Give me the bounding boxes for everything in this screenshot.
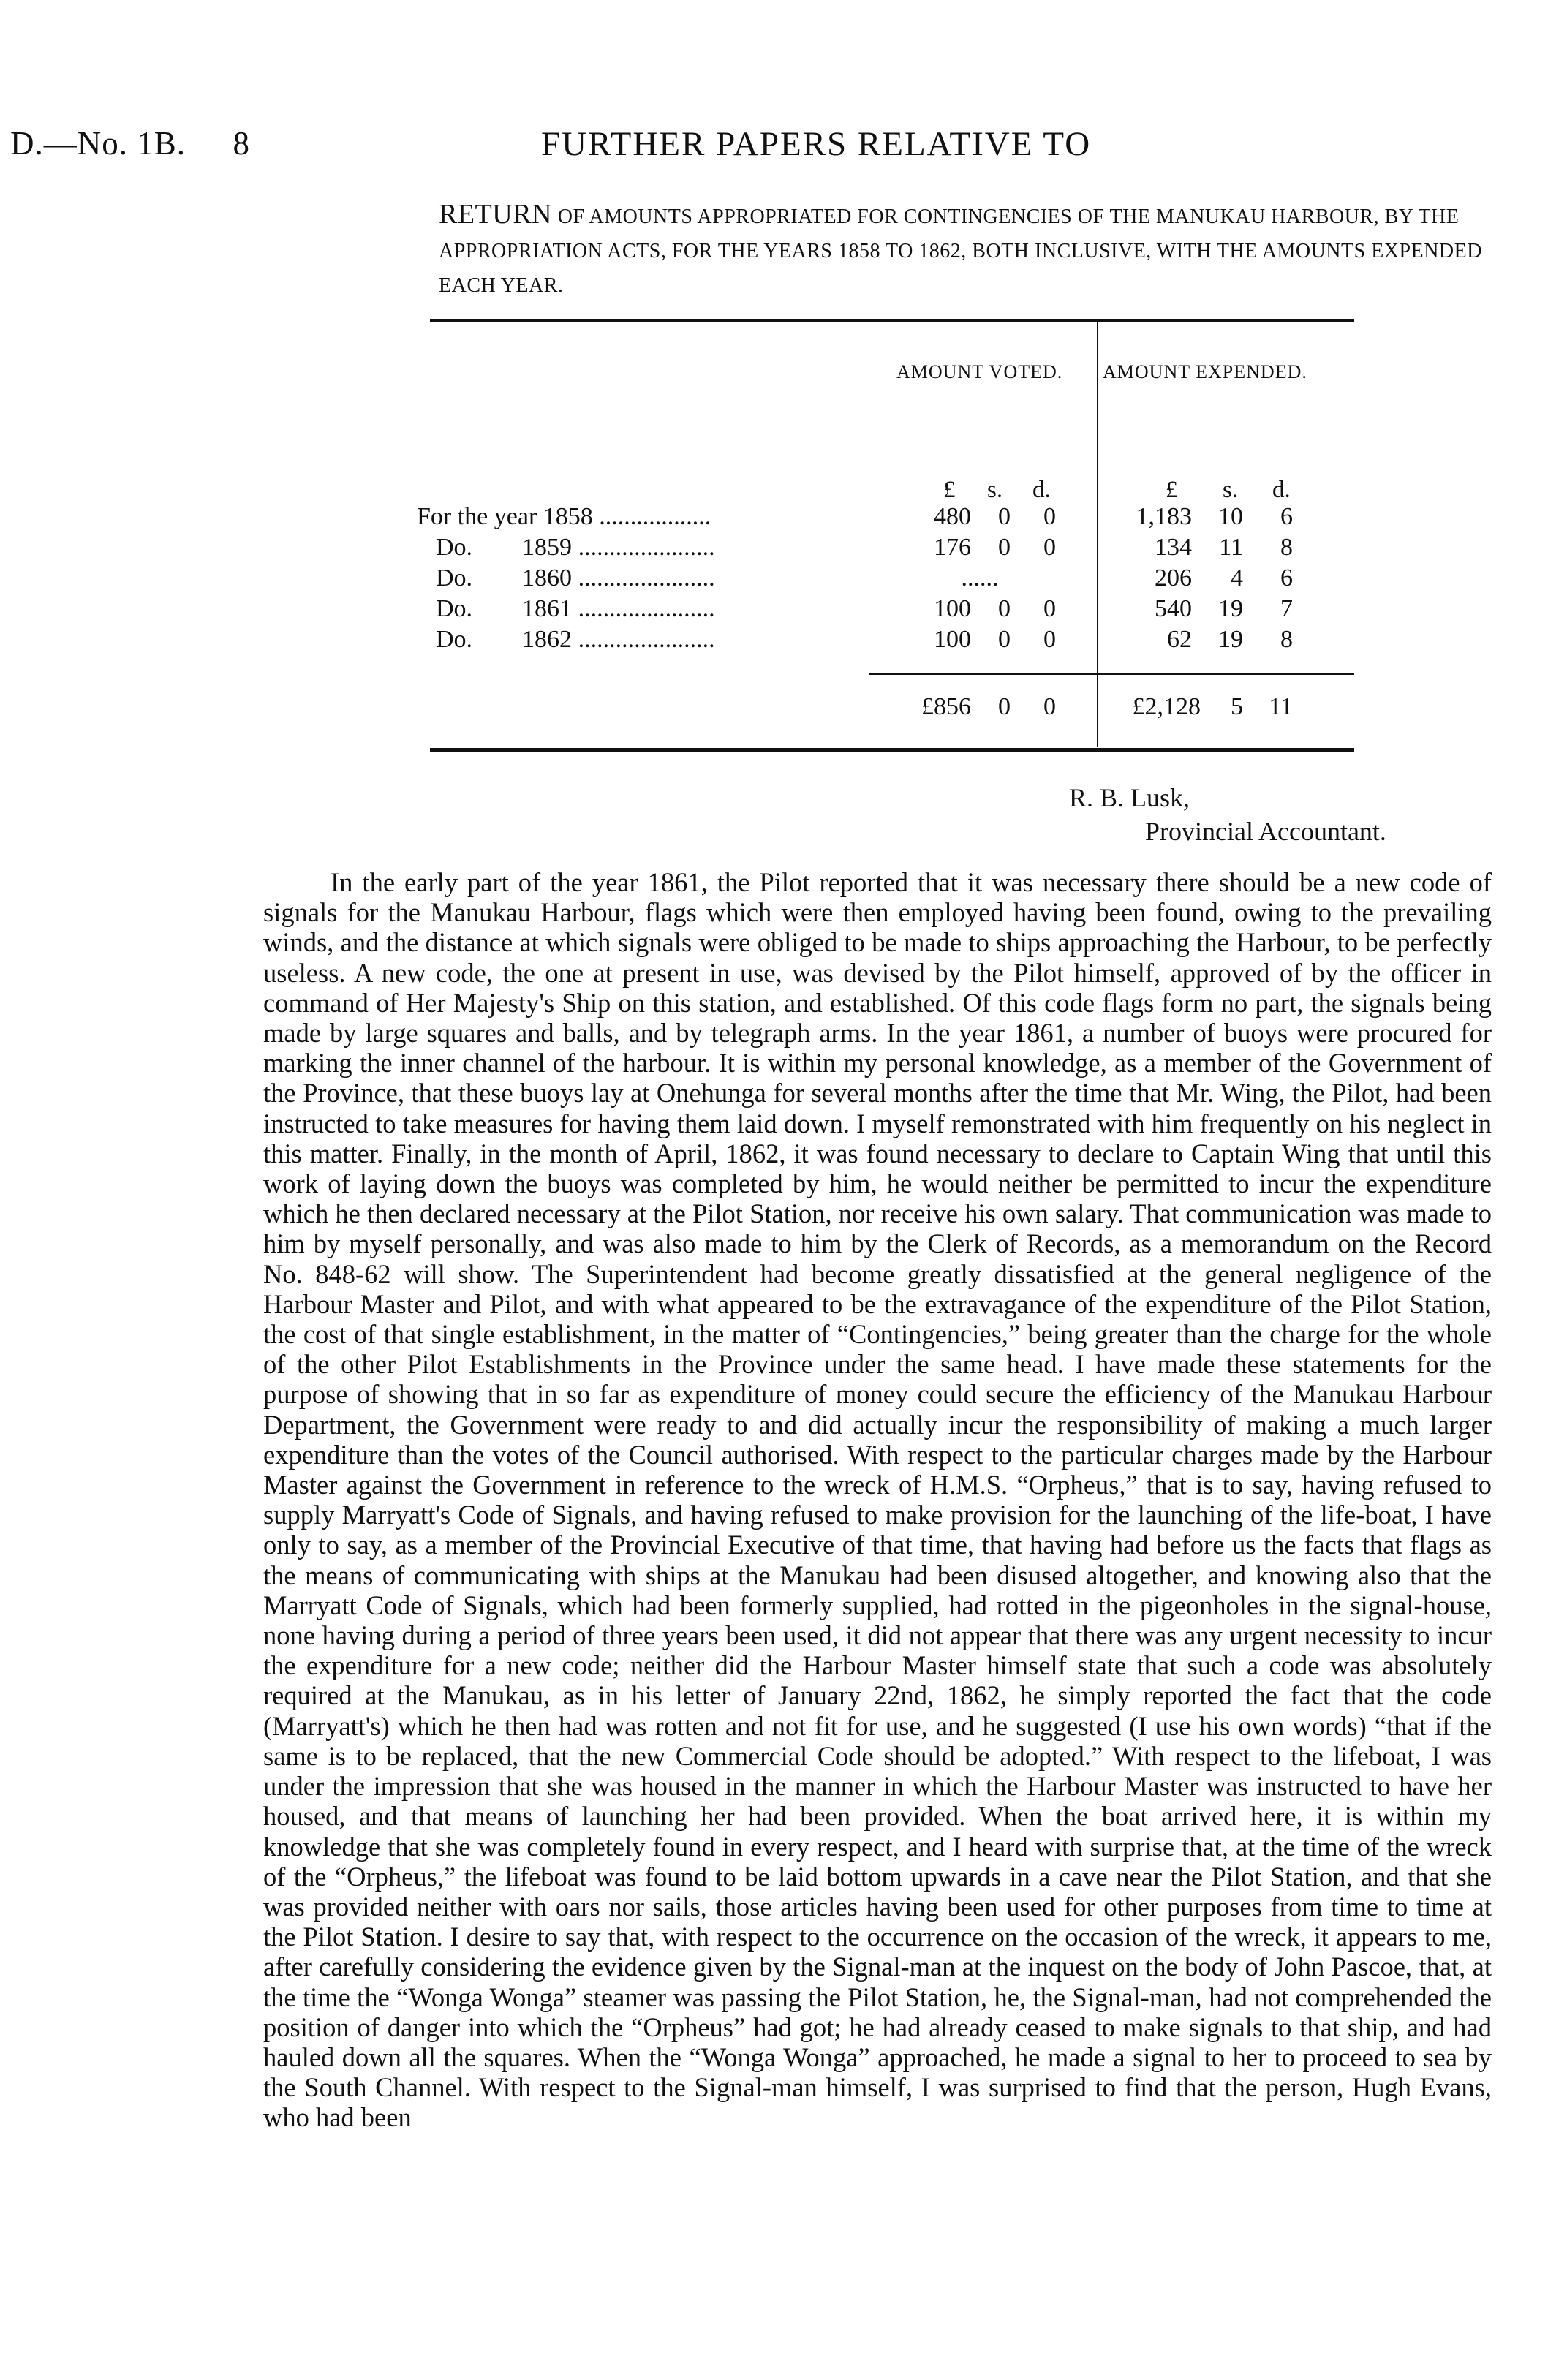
- expended-pence: 6: [1280, 564, 1293, 592]
- voted-pounds: 100: [934, 626, 971, 653]
- voted-pence: 0: [1043, 503, 1056, 530]
- expended-pence: 6: [1280, 503, 1293, 530]
- expended-pounds: 1,183: [1136, 503, 1192, 530]
- voted-pence: 0: [1043, 626, 1056, 653]
- return-lead-word: RETURN: [439, 199, 552, 230]
- expended-pounds: 206: [1155, 564, 1192, 592]
- expended-pounds: 540: [1155, 595, 1192, 622]
- voted-shillings: 0: [998, 503, 1011, 530]
- voted-pound-header: £: [943, 477, 956, 503]
- total-expended-pence: 11: [1269, 693, 1293, 720]
- body-paragraph: In the early part of the year 1861, the Pilot reported that it was necessary there should be a new code of signals for the Manukau Harbour, flags which were then employed having been found, owing to the prevailing winds, and the distance at which signals were obliged to be made to ships approaching the Harbour, to be perfectly useless. A new code, the one at present in use, was devised by the Pilot himself, approved of by the officer in command of Her Majesty's Ship on this station, and established. Of this code flags form no part, the signals being made by large squares and balls, and by telegraph arms. In the year 1861, a number of buoys were procured for marking the inner channel of the harbour. It is within my personal knowledge, as a member of the Government of the Province, that these buoys lay at Onehunga for several months after the time that Mr. Wing, the Pilot, had been instructed to take measures for having them laid down. I myself remonstrated with him frequently on his neglect in this matter. Finally, in the month of April, 1862, it was found necessary to declare to Captain Wing that until this work of laying down the buoys was completed by him, he would neither be permitted to incur the expenditure which he then declared necessary at the Pilot Station, nor receive his own salary. That communication was made to him by myself personally, and was also made to him by the Clerk of Records, as a memorandum on the Record No. 848-62 will show. The Superintendent had become greatly dissatisfied at the general negligence of the Harbour Master and Pilot, and with what appeared to be the extravagance of the expenditure of the Pilot Station, the cost of that single establishment, in the matter of “Contingencies,” being greater than the charge for the whole of the other Pilot Establishments in the Province under the same head. I have made these statements for the purpose of showing that in so far as expenditure of money could secure the efficiency of the Manukau Harbour Department, the Government were ready to and did actually incur the responsibility of making a much larger expenditure than the votes of the Council authorised. With respect to the particular charges made by the Harbour Master against the Government in reference to the wreck of H.M.S. “Orpheus,” that is to say, having refused to supply Marryatt's Code of Signals, and having refused to make provision for the launching of the life-boat, I have only to say, as a member of the Provincial Executive of that time, that having had before us the facts that flags as the means of communicating with ships at the Manukau had been disused altogether, and knowing also that the Marryatt Code of Signals, which had been formerly supplied, had rotted in the pigeonholes in the signal-house, none having during a period of three years been used, it did not appear that there was any urgent necessity to incur the expenditure for a new code; neither did the Harbour Master himself state that such a code was absolutely required at the Manukau, as in his letter of January 22nd, 1862, he simply reported the fact that the code (Marryatt's) which he then had was rotten and not fit for use, and he suggested (I use his own words) “that if the same is to be replaced, that the new Commercial Code should be adopted.” With respect to the lifeboat, I was under the impression that she was housed in the manner in which the Harbour Master was instructed to have her housed, and that means of launching her had been provided. When the boat arrived here, it is within my knowledge that she was completely found in every respect, and I heard with surprise that, at the time of the wreck of the “Orpheus,” the lifeboat was found to be laid bottom upwards in a cave near the Pilot Station, and that she was provided neither with oars nor sails, those articles having been used for other purposes from time to time at the Pilot Station. I desire to say that, with respect to the occurrence on the occasion of the wreck, it appears to me, after carefully considering the evidence given by the Signal-man at the inquest on the body of John Pascoe, that, at the time the “Wonga Wonga” steamer was passing the Pilot Station, he, the Signal-man, had not comprehended the position of danger into which the “Orpheus” had got; he had already ceased to make signals to that ship, and had hauled down all the squares. When the “Wonga Wonga” approached, he made a signal to her to proceed to sea by the South Channel. With respect to the Signal-man himself, I was surprised to find that the person, Hugh Evans, who had been: [263, 867, 1492, 2133]
- table-top-rule: [430, 319, 1354, 322]
- voted-pounds: 480: [934, 503, 971, 530]
- document-reference: [10, 124, 250, 162]
- total-voted-shillings: 0: [998, 693, 1011, 720]
- expended-pounds: 134: [1155, 534, 1192, 561]
- voted-shilling-header: s.: [987, 477, 1003, 503]
- expended-shillings: 10: [1218, 503, 1243, 530]
- column-header-voted: AMOUNT VOTED.: [896, 361, 1063, 382]
- total-expended-shillings: 5: [1231, 693, 1243, 720]
- page-title: FURTHER PAPERS RELATIVE TO: [541, 125, 1092, 163]
- voted-shillings: 0: [998, 626, 1011, 653]
- voted-pounds: 100: [934, 595, 971, 622]
- expended-pounds: 62: [1167, 626, 1192, 653]
- expended-shillings: 4: [1231, 564, 1243, 592]
- voted-pence: 0: [1043, 595, 1056, 622]
- voted-pence-header: d.: [1032, 477, 1051, 503]
- totals-rule: [869, 673, 1354, 675]
- voted-shillings: 0: [998, 534, 1011, 561]
- expended-pound-header: £: [1166, 477, 1178, 503]
- table-bottom-rule: [430, 748, 1354, 752]
- row-label: Do. 1861 ......................: [436, 595, 715, 622]
- row-label: Do. 1862 ......................: [436, 626, 715, 653]
- expended-shillings: 19: [1218, 595, 1243, 622]
- expended-pence: 8: [1280, 534, 1293, 561]
- column-header-expended: AMOUNT EXPENDED.: [1103, 361, 1307, 382]
- signatory-title: Provincial Accountant.: [1145, 817, 1386, 846]
- return-description: OF AMOUNTS APPROPRIATED FOR CONTINGENCIES OF THE MANUKAU HARBOUR, BY THE APPROPRIATION ACTS, FOR THE YEARS 1858 TO 1862, BOTH INCLUSIVE, WITH THE AMOUNTS EXPENDED EACH YEAR.: [439, 205, 1482, 297]
- expended-pence: 7: [1280, 595, 1293, 622]
- return-subtitle: [439, 197, 1492, 303]
- expended-shillings: 19: [1218, 626, 1243, 653]
- voted-pounds: 176: [934, 534, 971, 561]
- document-ref-number: D.—No. 1B.: [10, 125, 186, 162]
- signatory-name: R. B. Lusk,: [1069, 783, 1190, 812]
- row-label: Do. 1859 ......................: [436, 534, 715, 561]
- total-expended-pounds: £2,128: [1132, 693, 1201, 720]
- total-voted-pounds: £856: [921, 693, 971, 720]
- row-label: Do. 1860 ......................: [436, 564, 715, 592]
- voted-blank: ......: [961, 564, 999, 592]
- expended-shilling-header: s.: [1223, 477, 1239, 503]
- voted-pence: 0: [1043, 534, 1056, 561]
- expended-pence: 8: [1280, 626, 1293, 653]
- total-voted-pence: 0: [1043, 693, 1056, 720]
- expended-pence-header: d.: [1272, 477, 1291, 503]
- row-label: For the year 1858 ..................: [417, 503, 711, 530]
- expended-shillings: 11: [1219, 534, 1243, 561]
- page-number: 8: [233, 125, 251, 162]
- voted-shillings: 0: [998, 595, 1011, 622]
